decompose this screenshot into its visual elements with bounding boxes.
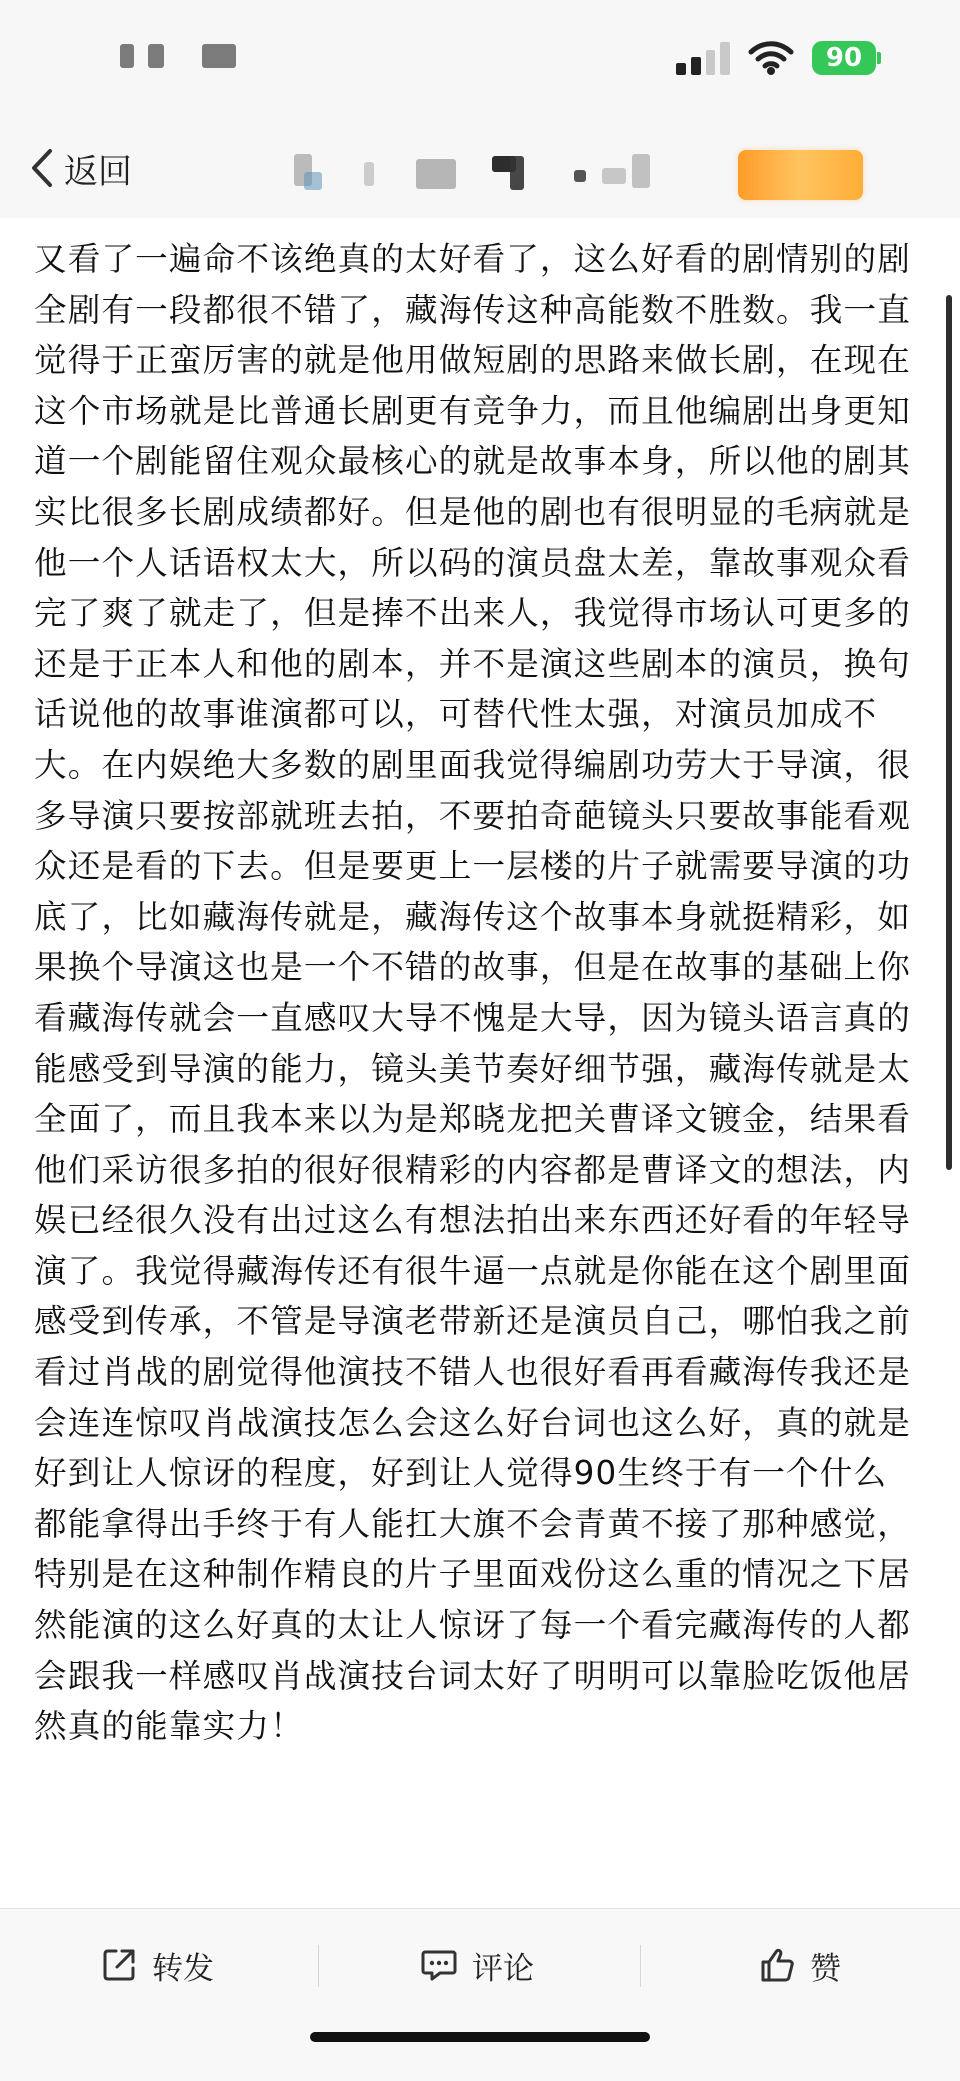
- bottom-action-bar: [0, 1908, 960, 2081]
- action-divider: [640, 1945, 641, 1987]
- battery-level: 90: [825, 43, 863, 73]
- status-bar: [0, 0, 960, 120]
- action-divider: [318, 1945, 319, 1987]
- thumbs-up-icon: [758, 1946, 796, 1984]
- status-icons: [676, 38, 876, 78]
- back-label: 返回: [64, 151, 132, 192]
- signal-icon: [676, 41, 730, 75]
- navigation-bar: [0, 120, 960, 218]
- follow-button[interactable]: [738, 150, 863, 200]
- like-label: 赞: [810, 1950, 841, 1987]
- comment-label: 评论: [472, 1950, 534, 1987]
- blurred-status-time: [120, 44, 240, 70]
- battery-icon: [812, 41, 876, 75]
- repost-label: 转发: [152, 1950, 214, 1987]
- home-indicator[interactable]: [310, 2032, 650, 2042]
- post-text: 又看了一遍命不该绝真的太好看了，这么好看的剧情别的剧全剧有一段都很不错了，藏海传这种高能数不胜数。我一直觉得于正蛮厉害的就是他用做短剧的思路来做长剧，在现在这个市场就是比普通长剧更有竞争力，而且他编剧出身更知道一个剧能留住观众最核心的就是故事本身，所以他的剧其实比很多长剧成绩都好。但是他的剧也有很明显的毛病就是他一个人话语权太大，所以码的演员盘太差，靠故事观众看完了爽了就走了，但是捧不出来人，我觉得市场认可更多的还是于正本人和他的剧本，并不是演这些剧本的演员，换句话说他的故事谁演都可以，可替代性太强，对演员加成不大。在内娱绝大多数的剧里面我觉得编剧功劳大于导演，很多导演只要按部就班去拍，不要拍奇葩镜头只要故事能看观众还是看的下去。但是要更上一层楼的片子就需要导演的功底了，比如藏海传就是，藏海传这个故事本身就挺精彩，如果换个导演这也是一个不错的故事，但是在故事的基础上你看藏海传就会一直感叹大导不愧是大导，因为镜头语言真的能感受到导演的能力，镜头美节奏好细节强，藏海传就是太全面了，而且我本来以为是郑晓龙把关曹译文镀金，结果看他们采访很多拍的很好很精彩的内容都是曹译文的想法，内娱已经很久没有出过这么有想法拍出来东西还好看的年轻导演了。我觉得藏海传还有很牛逼一点就是你能在这个剧里面感受到传承，不管是导演老带新还是演员自己，哪怕我之前看过肖战的剧觉得他演技不错人也很好看再看藏海传我还是会连连惊叹肖战演技怎么会这么好台词也这么好，真的就是好到让人惊讶的程度，好到让人觉得90生终于有一个什么都能拿得出手终于有人能扛大旗不会青黄不接了那种感觉，特别是在这种制作精良的片子里面戏份这么重的情况之下居然能演的这么好真的太让人惊讶了每一个看完藏海传的人都会跟我一样感叹肖战演技台词太好了明明可以靠脸吃饭他居然真的能靠实力！: [34, 240, 911, 1746]
- comment-button[interactable]: [420, 1943, 534, 1987]
- blurred-user-name: [294, 148, 674, 198]
- share-box-icon: [100, 1946, 138, 1984]
- back-button[interactable]: [28, 140, 132, 196]
- repost-button[interactable]: [100, 1943, 214, 1987]
- wifi-icon: [748, 40, 794, 76]
- scroll-indicator[interactable]: [946, 295, 952, 1170]
- comment-bubble-icon: [420, 1946, 458, 1984]
- post-content: [0, 218, 960, 1908]
- chevron-left-icon: [28, 147, 56, 189]
- like-button[interactable]: [758, 1943, 841, 1987]
